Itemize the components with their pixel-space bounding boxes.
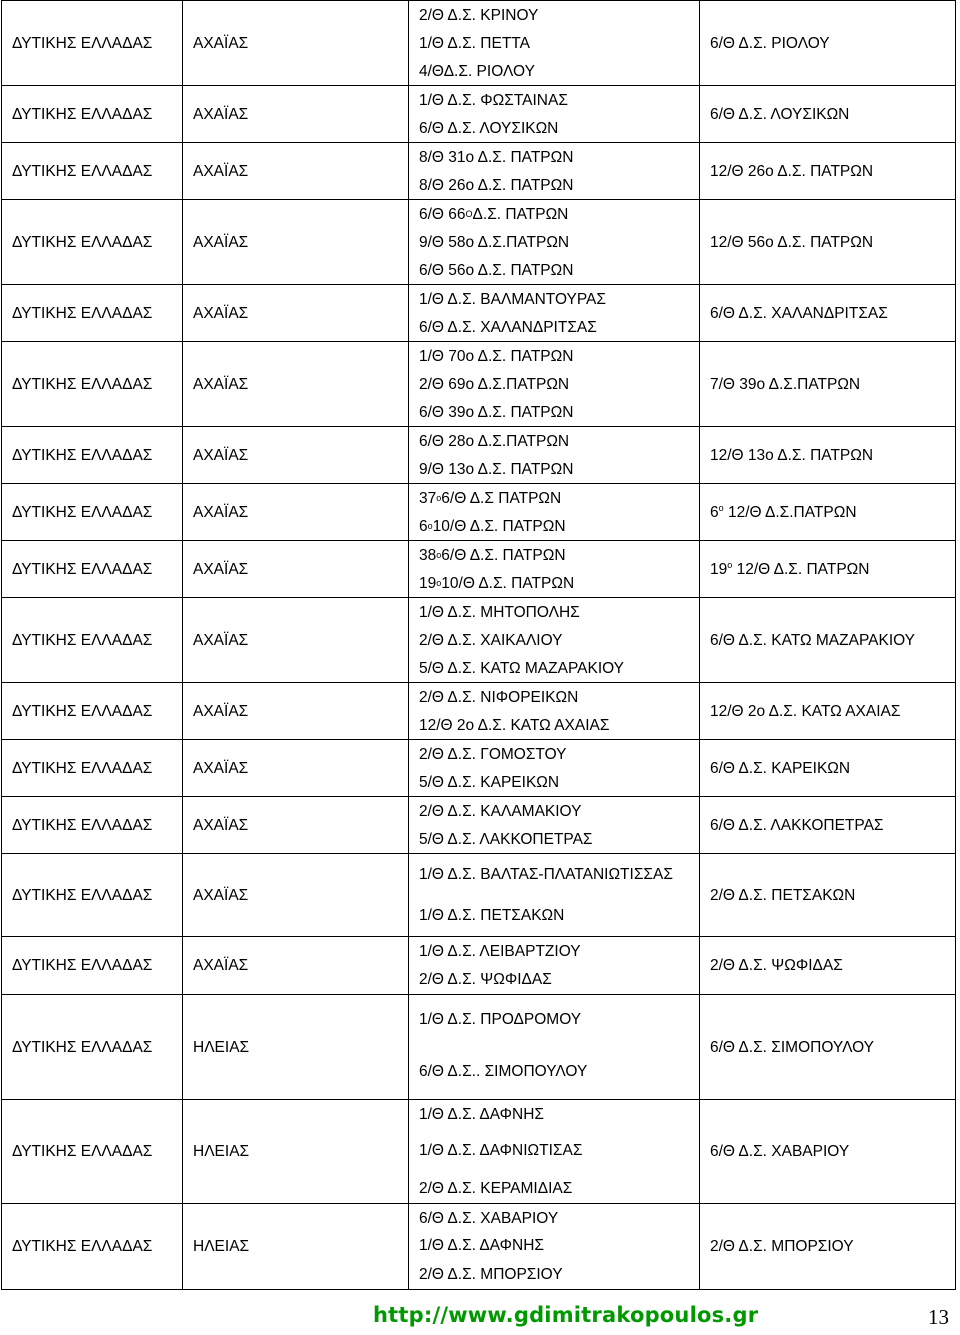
merged-schools-cell <box>409 427 700 484</box>
school-line: 1/Θ Δ.Σ. ΔΑΦΝΙΩΤΙΣΑΣ <box>419 1142 583 1159</box>
resulting-school-cell: 6/Θ Δ.Σ. ΚΑΡΕΙΚΩΝ <box>700 740 956 797</box>
merged-schools-cell <box>409 200 700 285</box>
page-footer <box>0 1303 960 1333</box>
merged-schools-cell <box>409 995 700 1100</box>
region-cell: ΔΥΤΙΚΗΣ ΕΛΛΑΔΑΣ <box>2 427 183 484</box>
resulting-school-cell: 7/Θ 39ο Δ.Σ.ΠΑΤΡΩΝ <box>700 342 956 427</box>
prefecture-cell: ΗΛΕΙΑΣ <box>183 1204 409 1290</box>
prefecture-cell: ΑΧΑΪΑΣ <box>183 937 409 995</box>
footer-url-link[interactable]: http://www.gdimitrakopoulos.gr <box>373 1303 759 1327</box>
table-row <box>2 797 956 854</box>
school-line: 2/Θ Δ.Σ. ΜΠΟΡΣΙΟΥ <box>419 1265 563 1283</box>
merged-schools-cell <box>409 683 700 740</box>
table-row <box>2 683 956 740</box>
merged-schools-cell <box>409 342 700 427</box>
school-line: 1/Θ Δ.Σ. ΒΑΛΜΑΝΤΟΥΡΑΣ <box>419 290 606 308</box>
table-row <box>2 598 956 683</box>
school-line: 6/Θ Δ.Σ. ΧΑΒΑΡΙΟΥ <box>419 1209 559 1227</box>
resulting-school-cell: 12/Θ 56ο Δ.Σ. ΠΑΤΡΩΝ <box>700 200 956 285</box>
region-cell: ΔΥΤΙΚΗΣ ΕΛΛΑΔΑΣ <box>2 285 183 342</box>
school-line: 9/Θ 13ο Δ.Σ. ΠΑΤΡΩΝ <box>419 460 574 478</box>
table-row <box>2 484 956 541</box>
prefecture-cell: ΑΧΑΪΑΣ <box>183 484 409 541</box>
school-line: 2/Θ Δ.Σ. ΚΑΛΑΜΑΚΙΟΥ <box>419 802 582 820</box>
school-line: 1/Θ Δ.Σ. ΠΕΤΣΑΚΩΝ <box>419 906 565 924</box>
school-line: 6/Θ 28ο Δ.Σ.ΠΑΤΡΩΝ <box>419 432 570 450</box>
region-cell: ΔΥΤΙΚΗΣ ΕΛΛΑΔΑΣ <box>2 797 183 854</box>
table-row <box>2 427 956 484</box>
school-line: 1/Θ Δ.Σ. ΜΗΤΟΠΟΛΗΣ <box>419 603 580 621</box>
resulting-school-cell: 6/Θ Δ.Σ. ΧΑΒΑΡΙΟΥ <box>700 1100 956 1204</box>
table-body <box>2 1 956 1290</box>
prefecture-cell: ΑΧΑΪΑΣ <box>183 541 409 598</box>
school-line: 4/ΘΔ.Σ. ΡΙΟΛΟΥ <box>419 62 535 80</box>
prefecture-cell: ΑΧΑΪΑΣ <box>183 1 409 86</box>
resulting-school-cell: 6/Θ Δ.Σ. ΛΑΚΚΟΠΕΤΡΑΣ <box>700 797 956 854</box>
school-line: 1/Θ Δ.Σ. ΦΩΣΤΑΙΝΑΣ <box>419 91 568 109</box>
region-cell: ΔΥΤΙΚΗΣ ΕΛΛΑΔΑΣ <box>2 1100 183 1204</box>
prefecture-cell: ΑΧΑΪΑΣ <box>183 342 409 427</box>
school-line: 2/Θ Δ.Σ. ΨΩΦΙΔΑΣ <box>419 971 552 989</box>
school-line: 12/Θ 2ο Δ.Σ. ΚΑΤΩ ΑΧΑΙΑΣ <box>419 716 610 734</box>
merged-schools-cell <box>409 1 700 86</box>
school-line: 2/Θ 69ο Δ.Σ.ΠΑΤΡΩΝ <box>419 375 570 393</box>
prefecture-cell: ΑΧΑΪΑΣ <box>183 200 409 285</box>
region-cell: ΔΥΤΙΚΗΣ ΕΛΛΑΔΑΣ <box>2 541 183 598</box>
region-cell: ΔΥΤΙΚΗΣ ΕΛΛΑΔΑΣ <box>2 143 183 200</box>
school-line: 8/Θ 26ο Δ.Σ. ΠΑΤΡΩΝ <box>419 176 574 194</box>
region-cell: ΔΥΤΙΚΗΣ ΕΛΛΑΔΑΣ <box>2 342 183 427</box>
school-line: 2/Θ Δ.Σ. ΝΙΦΟΡΕΙΚΩΝ <box>419 688 579 706</box>
merged-schools-cell <box>409 86 700 143</box>
resulting-school-cell: 6/Θ Δ.Σ. ΚΑΤΩ ΜΑΖΑΡΑΚΙΟΥ <box>700 598 956 683</box>
region-cell: ΔΥΤΙΚΗΣ ΕΛΛΑΔΑΣ <box>2 484 183 541</box>
merged-schools-cell <box>409 854 700 937</box>
prefecture-cell: ΗΛΕΙΑΣ <box>183 995 409 1100</box>
school-line: 1/Θ Δ.Σ. ΔΑΦΝΗΣ <box>419 1105 545 1123</box>
school-line: 5/Θ Δ.Σ. ΚΑΡΕΙΚΩΝ <box>419 773 560 791</box>
resulting-school-cell: 6/Θ Δ.Σ. ΛΟΥΣΙΚΩΝ <box>700 86 956 143</box>
school-merger-table <box>1 0 956 1290</box>
prefecture-cell: ΑΧΑΪΑΣ <box>183 86 409 143</box>
resulting-school-cell: $6^o$ 12/Θ Δ.Σ.ΠΑΤΡΩΝ <box>700 484 956 541</box>
table-row <box>2 143 956 200</box>
merged-schools-cell <box>409 797 700 854</box>
region-cell: ΔΥΤΙΚΗΣ ΕΛΛΑΔΑΣ <box>2 598 183 683</box>
resulting-school-cell: 12/Θ 2ο Δ.Σ. ΚΑΤΩ ΑΧΑΙΑΣ <box>700 683 956 740</box>
resulting-school-cell: 12/Θ 13ο Δ.Σ. ΠΑΤΡΩΝ <box>700 427 956 484</box>
school-line: 1/Θ Δ.Σ. ΛΕΙΒΑΡΤΖΙΟΥ <box>419 942 581 960</box>
table-row <box>2 1 956 86</box>
resulting-school-cell: 2/Θ Δ.Σ. ΠΕΤΣΑΚΩΝ <box>700 854 956 937</box>
merged-schools-cell <box>409 1100 700 1204</box>
school-line: 5/Θ Δ.Σ. ΚΑΤΩ ΜΑΖΑΡΑΚΙΟΥ <box>419 659 625 677</box>
school-line: 8/Θ 31ο Δ.Σ. ΠΑΤΡΩΝ <box>419 148 574 166</box>
school-line: 38 ο 6/Θ Δ.Σ. ΠΑΤΡΩΝ <box>419 546 566 564</box>
school-line: 6/Θ 39ο Δ.Σ. ΠΑΤΡΩΝ <box>419 403 574 421</box>
resulting-school-cell: 6/Θ Δ.Σ. ΣΙΜΟΠΟΥΛΟΥ <box>700 995 956 1100</box>
page-number: 13 <box>928 1305 949 1329</box>
resulting-school-cell: 2/Θ Δ.Σ. ΨΩΦΙΔΑΣ <box>700 937 956 995</box>
table-row <box>2 86 956 143</box>
table-row <box>2 541 956 598</box>
merged-schools-cell <box>409 541 700 598</box>
school-line: 1/Θ Δ.Σ. ΒΑΛΤΑΣ-ΠΛΑΤΑΝΙΩΤΙΣΣΑΣ <box>419 865 673 883</box>
school-line: 1/Θ Δ.Σ. ΠΡΟΔΡΟΜΟΥ <box>419 1010 582 1028</box>
table-row <box>2 995 956 1100</box>
resulting-school-cell: 12/Θ 26ο Δ.Σ. ΠΑΤΡΩΝ <box>700 143 956 200</box>
merged-schools-cell <box>409 484 700 541</box>
prefecture-cell: ΑΧΑΪΑΣ <box>183 143 409 200</box>
prefecture-cell: ΑΧΑΪΑΣ <box>183 740 409 797</box>
school-line: 6/Θ 66 Ο Δ.Σ. ΠΑΤΡΩΝ <box>419 205 569 223</box>
prefecture-cell: ΑΧΑΪΑΣ <box>183 797 409 854</box>
prefecture-cell: ΑΧΑΪΑΣ <box>183 683 409 740</box>
region-cell: ΔΥΤΙΚΗΣ ΕΛΛΑΔΑΣ <box>2 1204 183 1290</box>
school-line: 37 ο 6/Θ Δ.Σ ΠΑΤΡΩΝ <box>419 489 562 507</box>
table-row <box>2 342 956 427</box>
table-row <box>2 1100 956 1204</box>
region-cell: ΔΥΤΙΚΗΣ ΕΛΛΑΔΑΣ <box>2 200 183 285</box>
merged-schools-cell <box>409 740 700 797</box>
region-cell: ΔΥΤΙΚΗΣ ΕΛΛΑΔΑΣ <box>2 937 183 995</box>
school-line: 6/Θ Δ.Σ.. ΣΙΜΟΠΟΥΛΟΥ <box>419 1062 588 1080</box>
region-cell: ΔΥΤΙΚΗΣ ΕΛΛΑΔΑΣ <box>2 995 183 1100</box>
region-cell: ΔΥΤΙΚΗΣ ΕΛΛΑΔΑΣ <box>2 1 183 86</box>
table-row <box>2 285 956 342</box>
table-row <box>2 1204 956 1290</box>
region-cell: ΔΥΤΙΚΗΣ ΕΛΛΑΔΑΣ <box>2 683 183 740</box>
school-line: 9/Θ 58ο Δ.Σ.ΠΑΤΡΩΝ <box>419 233 570 251</box>
prefecture-cell: ΗΛΕΙΑΣ <box>183 1100 409 1204</box>
resulting-school-cell: 2/Θ Δ.Σ. ΜΠΟΡΣΙΟΥ <box>700 1204 956 1290</box>
school-line: 5/Θ Δ.Σ. ΛΑΚΚΟΠΕΤΡΑΣ <box>419 830 593 848</box>
region-cell: ΔΥΤΙΚΗΣ ΕΛΛΑΔΑΣ <box>2 86 183 143</box>
school-line: 2/Θ Δ.Σ. ΚΕΡΑΜΙΔΙΑΣ <box>419 1179 573 1197</box>
merged-schools-cell <box>409 143 700 200</box>
merged-schools-cell <box>409 937 700 995</box>
school-line: 1/Θ Δ.Σ. ΔΑΦΝΗΣ <box>419 1237 545 1254</box>
table-row <box>2 854 956 937</box>
school-line: 1/Θ Δ.Σ. ΠΕΤΤΑ <box>419 34 530 52</box>
merged-schools-cell <box>409 285 700 342</box>
resulting-school-cell: 6/Θ Δ.Σ. ΡΙΟΛΟΥ <box>700 1 956 86</box>
school-line: 1/Θ 70ο Δ.Σ. ΠΑΤΡΩΝ <box>419 347 574 365</box>
prefecture-cell: ΑΧΑΪΑΣ <box>183 854 409 937</box>
region-cell: ΔΥΤΙΚΗΣ ΕΛΛΑΔΑΣ <box>2 740 183 797</box>
prefecture-cell: ΑΧΑΪΑΣ <box>183 427 409 484</box>
table-row <box>2 200 956 285</box>
merged-schools-cell <box>409 598 700 683</box>
resulting-school-cell: 6/Θ Δ.Σ. ΧΑΛΑΝΔΡΙΤΣΑΣ <box>700 285 956 342</box>
region-cell: ΔΥΤΙΚΗΣ ΕΛΛΑΔΑΣ <box>2 854 183 937</box>
table-row <box>2 937 956 995</box>
resulting-school-cell: $19^o$ 12/Θ Δ.Σ. ΠΑΤΡΩΝ <box>700 541 956 598</box>
school-line: 2/Θ Δ.Σ. ΚΡΙΝΟΥ <box>419 6 539 24</box>
merged-schools-cell <box>409 1204 700 1290</box>
school-line: 19 ο 10/Θ Δ.Σ. ΠΑΤΡΩΝ <box>419 574 575 592</box>
school-line: 6/Θ Δ.Σ. ΧΑΛΑΝΔΡΙΤΣΑΣ <box>419 318 597 336</box>
school-line: 6 ο 10/Θ Δ.Σ. ΠΑΤΡΩΝ <box>419 517 566 535</box>
school-line: 2/Θ Δ.Σ. ΓΟΜΟΣΤΟΥ <box>419 745 567 763</box>
school-line: 6/Θ 56ο Δ.Σ. ΠΑΤΡΩΝ <box>419 261 574 279</box>
prefecture-cell: ΑΧΑΪΑΣ <box>183 598 409 683</box>
school-line: 6/Θ Δ.Σ. ΛΟΥΣΙΚΩΝ <box>419 119 559 137</box>
prefecture-cell: ΑΧΑΪΑΣ <box>183 285 409 342</box>
table-row <box>2 740 956 797</box>
school-line: 2/Θ Δ.Σ. ΧΑΙΚΑΛΙΟΥ <box>419 631 563 649</box>
